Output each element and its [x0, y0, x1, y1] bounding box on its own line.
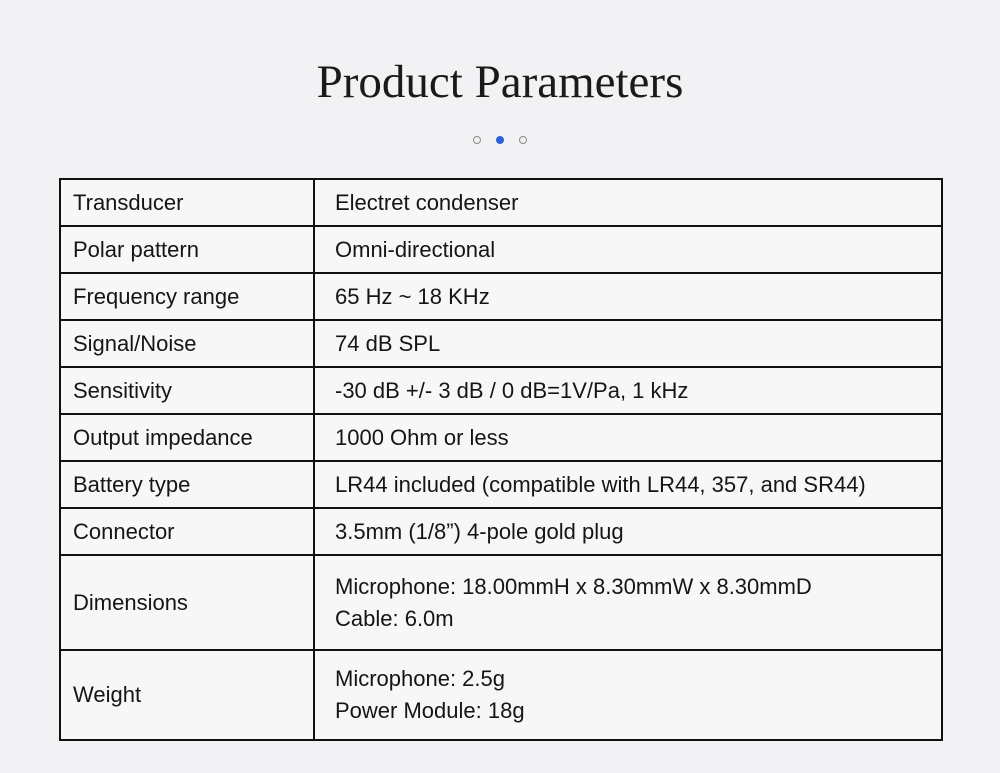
param-value: Electret condenser	[314, 179, 942, 226]
table-row	[60, 650, 942, 740]
param-value: LR44 included (compatible with LR44, 357, and SR44)	[314, 461, 942, 508]
param-value	[314, 555, 942, 650]
table-row	[60, 414, 942, 461]
param-value	[314, 650, 942, 740]
param-value: Omni-directional	[314, 226, 942, 273]
page-title: Product Parameters	[316, 56, 684, 108]
param-label: Connector	[60, 508, 314, 555]
param-label: Sensitivity	[60, 367, 314, 414]
carousel-dot-2-active[interactable]	[496, 136, 504, 144]
param-label: Dimensions	[60, 555, 314, 650]
table-row	[60, 320, 942, 367]
table-row	[60, 179, 942, 226]
param-value: 1000 Ohm or less	[314, 414, 942, 461]
table-row	[60, 273, 942, 320]
param-label: Polar pattern	[60, 226, 314, 273]
param-label: Frequency range	[60, 273, 314, 320]
param-value: 74 dB SPL	[314, 320, 942, 367]
table-row	[60, 367, 942, 414]
carousel-pagination	[0, 136, 1000, 144]
table-row	[60, 555, 942, 650]
param-label: Weight	[60, 650, 314, 740]
table-row	[60, 461, 942, 508]
carousel-dot-3[interactable]	[519, 136, 527, 144]
param-value: -30 dB +/- 3 dB / 0 dB=1V/Pa, 1 kHz	[314, 367, 942, 414]
param-value-line: Microphone: 18.00mmH x 8.30mmW x 8.30mmD	[335, 573, 812, 599]
param-label: Signal/Noise	[60, 320, 314, 367]
param-label: Output impedance	[60, 414, 314, 461]
carousel-dot-1[interactable]	[473, 136, 481, 144]
param-value-line: Cable: 6.0m	[335, 605, 454, 631]
param-label: Transducer	[60, 179, 314, 226]
table-row	[60, 226, 942, 273]
param-label: Battery type	[60, 461, 314, 508]
param-value-line: Microphone: 2.5g	[335, 666, 505, 691]
param-value-line: Power Module: 18g	[335, 698, 525, 723]
table-row	[60, 508, 942, 555]
parameters-table	[59, 178, 943, 741]
param-value: 3.5mm (1/8”) 4-pole gold plug	[314, 508, 942, 555]
param-value: 65 Hz ~ 18 KHz	[314, 273, 942, 320]
